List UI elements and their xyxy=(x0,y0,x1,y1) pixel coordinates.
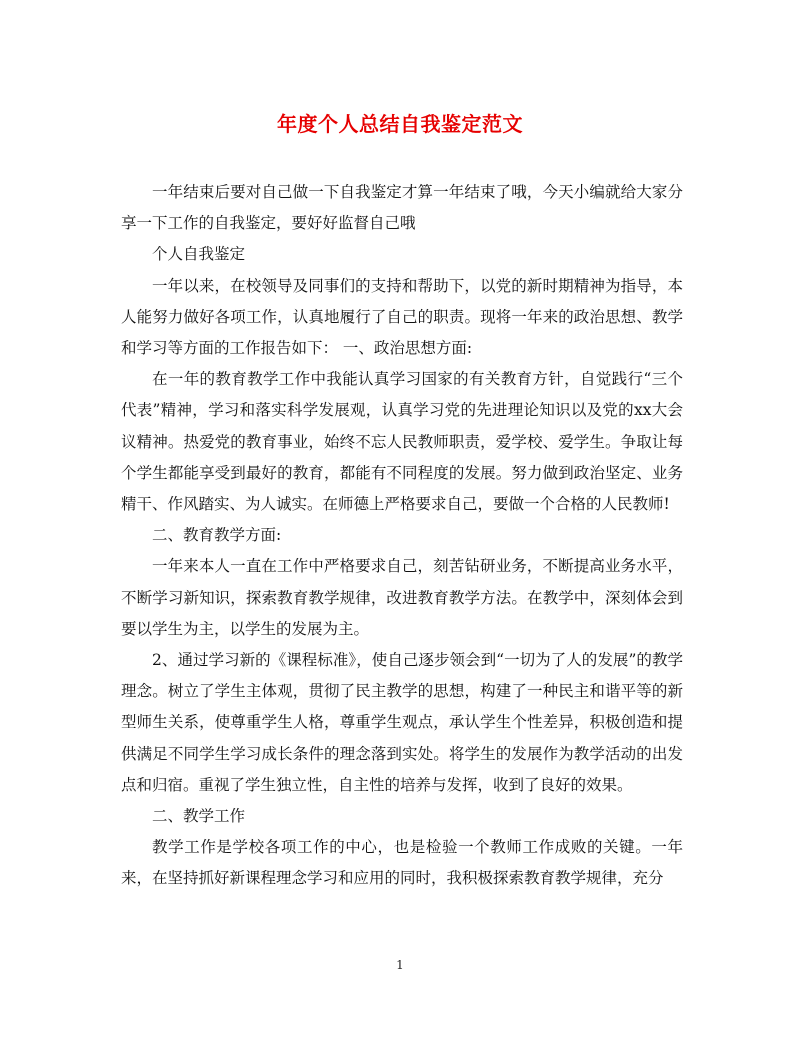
intro-paragraph: 一年结束后要对自己做一下自我鉴定才算一年结束了哦，今天小编就给大家分享一下工作的自我鉴定，要好好监督自己哦 xyxy=(121,183,683,233)
document-body xyxy=(121,177,683,895)
political-paragraph: 在一年的教育教学工作中我能认真学习国家的有关教育方针，自觉践行“三个代表”精神，学习和落实科学发展观，认真学习党的先进理论知识以及党的xx大会议精神。热爱党的教育事业，始终不忘人民教师职责，爱学校、爱学生。争取让每个学生都能享受到最好的教育，都能有不同程度的发展。努力做到政治坚定、业务精干、作风踏实、为人诚实。在师德上严格要求自己，要做一个合格的人民教师! xyxy=(121,370,683,514)
page-number: 1 xyxy=(396,958,404,972)
section-heading-teaching: 二、教学工作 xyxy=(152,807,246,826)
section-heading-self-assessment: 个人自我鉴定 xyxy=(152,245,246,264)
teaching-paragraph: 教学工作是学校各项工作的中心，也是检验一个教师工作成败的关键。一年来，在坚持抓好新课程理念学习和应用的同时，我积极探索教育教学规律，充分 xyxy=(121,838,683,888)
education-paragraph: 一年来本人一直在工作中严格要求自己，刻苦钻研业务，不断提高业务水平，不断学习新知识，探索教育教学规律，改进教育教学方法。在教学中，深刻体会到要以学生为主，以学生的发展为主。 xyxy=(121,557,683,638)
section-heading-education: 二、教育教学方面: xyxy=(152,526,282,545)
curriculum-paragraph: 2、通过学习新的《课程标准》，使自己逐步领会到“一切为了人的发展”的教学理念。树立了学生主体观，贯彻了民主教学的思想，构建了一种民主和谐平等的新型师生关系，使尊重学生人格，尊重学生观点，承认学生个性差异，积极创造和提供满足不同学生学习成长条件的理念落到实处。将学生的发展作为教学活动的出发点和归宿。重视了学生独立性，自主性的培养与发挥，收到了良好的效果。 xyxy=(121,651,683,794)
overview-paragraph: 一年以来，在校领导及同事们的支持和帮助下，以党的新时期精神为指导，本人能努力做好各项工作，认真地履行了自己的职责。现将一年来的政治思想、教学和学习等方面的工作报告如下： 一、政治思想方面: xyxy=(121,276,683,358)
page-title: 年度个人总结自我鉴定范文 xyxy=(277,112,523,136)
